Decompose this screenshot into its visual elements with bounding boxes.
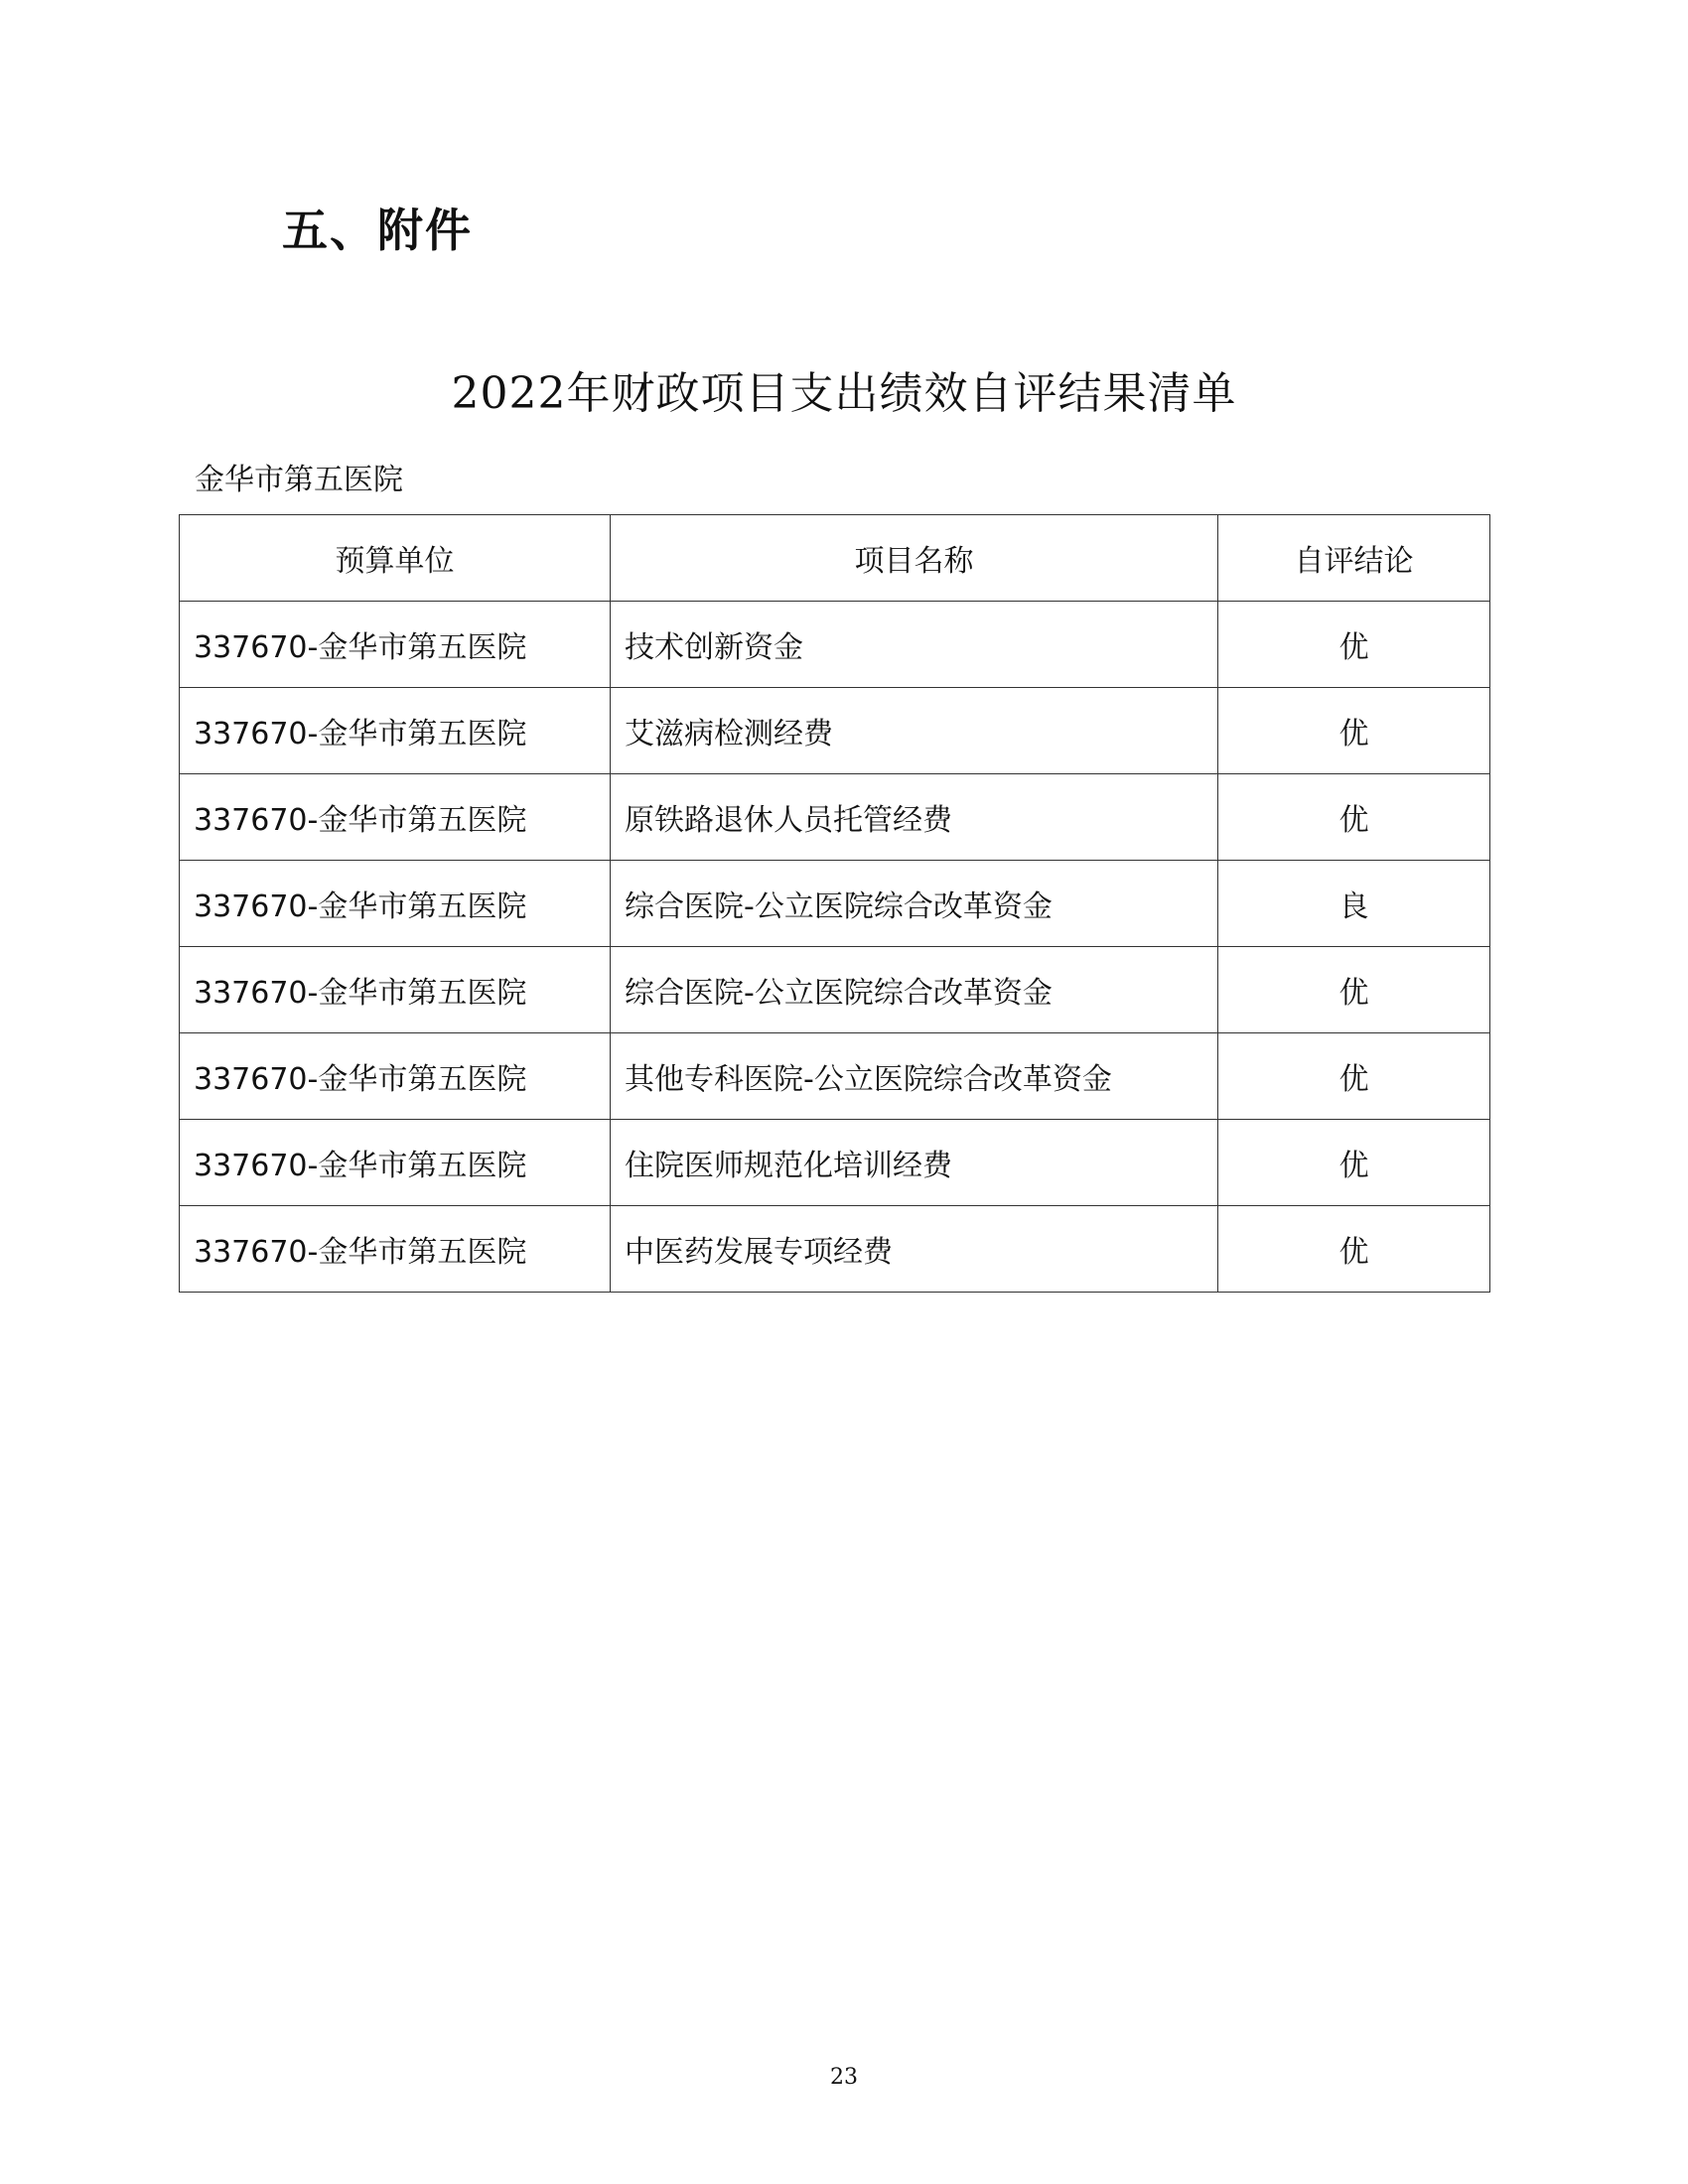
header-self-evaluation: 自评结论 (1218, 515, 1490, 602)
budget-unit-cell: 337670-金华市第五医院 (180, 861, 611, 947)
budget-unit-cell: 337670-金华市第五医院 (180, 947, 611, 1033)
evaluation-results-table (179, 514, 1490, 1293)
budget-unit-cell: 337670-金华市第五医院 (180, 1033, 611, 1120)
project-name-cell: 综合医院-公立医院综合改革资金 (611, 947, 1218, 1033)
table-row (180, 688, 1490, 774)
project-name-cell: 技术创新资金 (611, 602, 1218, 688)
project-name-cell: 原铁路退休人员托管经费 (611, 774, 1218, 861)
project-name-cell: 中医药发展专项经费 (611, 1206, 1218, 1293)
table-row (180, 947, 1490, 1033)
project-name-cell: 其他专科医院-公立医院综合改革资金 (611, 1033, 1218, 1120)
page-number: 23 (830, 2065, 858, 2090)
table-row (180, 774, 1490, 861)
organization-name: 金华市第五医院 (195, 463, 403, 497)
project-name-cell: 综合医院-公立医院综合改革资金 (611, 861, 1218, 947)
table-header-row (180, 515, 1490, 602)
table-row (180, 861, 1490, 947)
budget-unit-cell: 337670-金华市第五医院 (180, 602, 611, 688)
rating-cell: 优 (1218, 1120, 1490, 1206)
project-name-cell: 艾滋病检测经费 (611, 688, 1218, 774)
rating-cell: 优 (1218, 774, 1490, 861)
project-name-cell: 住院医师规范化培训经费 (611, 1120, 1218, 1206)
table-row (180, 1033, 1490, 1120)
rating-cell: 良 (1218, 861, 1490, 947)
table-row (180, 1120, 1490, 1206)
budget-unit-cell: 337670-金华市第五医院 (180, 1206, 611, 1293)
budget-unit-cell: 337670-金华市第五医院 (180, 1120, 611, 1206)
header-project-name: 项目名称 (611, 515, 1218, 602)
section-heading: 五、附件 (282, 204, 473, 257)
document-title: 2022年财政项目支出绩效自评结果清单 (451, 368, 1237, 419)
rating-cell: 优 (1218, 688, 1490, 774)
rating-cell: 优 (1218, 602, 1490, 688)
header-budget-unit: 预算单位 (180, 515, 611, 602)
table-row (180, 602, 1490, 688)
budget-unit-cell: 337670-金华市第五医院 (180, 774, 611, 861)
rating-cell: 优 (1218, 1033, 1490, 1120)
rating-cell: 优 (1218, 947, 1490, 1033)
budget-unit-cell: 337670-金华市第五医院 (180, 688, 611, 774)
rating-cell: 优 (1218, 1206, 1490, 1293)
table-row (180, 1206, 1490, 1293)
